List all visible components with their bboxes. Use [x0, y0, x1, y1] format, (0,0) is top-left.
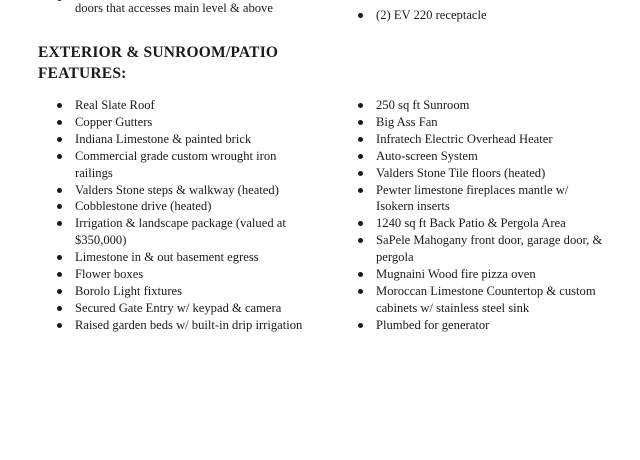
list-item-text: Irrigation & landscape package (valued at $350,000): [75, 216, 286, 248]
bullet-icon: [57, 221, 62, 226]
list-item-text: Valders Stone steps & walkway (heated): [75, 182, 279, 197]
bullet-icon: [358, 238, 363, 243]
list-item-text: Auto-screen System: [376, 148, 478, 163]
clipped-left-text: doors that accesses main level & above: [75, 0, 273, 15]
list-item: [57, 215, 307, 249]
list-item: [57, 317, 307, 334]
bullet-icon: [57, 154, 62, 159]
list-item: [57, 249, 307, 266]
list-item: [57, 283, 307, 300]
list-item-text: Commercial grade custom wrought iron railings: [75, 148, 277, 180]
bullet-icon: [57, 289, 62, 294]
list-item: [358, 215, 608, 232]
bullet-icon: [358, 221, 363, 226]
bullet-icon: [57, 306, 62, 311]
list-item-text: Infratech Electric Overhead Heater: [376, 131, 553, 146]
list-item: [57, 182, 307, 199]
list-item: [358, 131, 608, 148]
bullet-icon: [358, 171, 363, 176]
bullet-icon: [358, 103, 363, 108]
list-item-text: SaPele Mahogany front door, garage door, & pergola: [376, 233, 603, 265]
bullet-icon: [358, 154, 363, 159]
bullet-icon: [358, 137, 363, 142]
list-item: [358, 317, 608, 334]
bullet-icon: [57, 255, 62, 260]
clipped-right-text: (2) EV 220 receptacle: [376, 8, 487, 22]
bullet-icon: [57, 323, 62, 328]
bullet-icon: [57, 0, 62, 1]
list-item: [358, 148, 608, 165]
bullet-icon: [358, 13, 363, 18]
clipped-right-top-text: [376, 0, 450, 1]
list-item: [57, 198, 307, 215]
list-item: [57, 148, 307, 182]
bullet-icon: [358, 289, 363, 294]
list-item: [57, 97, 307, 114]
bullet-icon: [358, 323, 363, 328]
bullet-icon: [57, 137, 62, 142]
list-item-text: 1240 sq ft Back Patio & Pergola Area: [376, 216, 566, 231]
list-item: [57, 266, 307, 283]
list-item-text: Real Slate Roof: [75, 98, 155, 112]
bullet-icon: [358, 120, 363, 125]
bullet-icon: [358, 188, 363, 193]
list-item-text: Plumbed for generator: [376, 317, 490, 332]
bullet-icon: [358, 272, 363, 277]
bullet-icon: [57, 272, 62, 277]
list-item-text: Mugnaini Wood fire pizza oven: [376, 267, 536, 282]
list-item: [57, 131, 307, 148]
list-item-text: Raised garden beds w/ built-in drip irrigation: [75, 317, 303, 332]
list-item-text: Flower boxes: [75, 267, 144, 282]
bullet-icon: [57, 188, 62, 193]
list-item-text: Big Ass Fan: [376, 114, 438, 129]
list-item-text: Indiana Limestone & painted brick: [75, 131, 252, 146]
list-item-text: Moroccan Limestone Countertop & custom cabinets w/ stainless steel sink: [376, 283, 596, 315]
list-item-text: Copper Gutters: [75, 114, 153, 129]
sunroom-patio-features-list: [358, 97, 608, 334]
list-item-text: 250 sq ft Sunroom: [376, 98, 470, 112]
bullet-icon: [57, 103, 62, 108]
section-heading: EXTERIOR & SUNROOM/PATIO FEATURES:: [38, 44, 279, 82]
list-item: [358, 232, 608, 266]
list-item: [358, 114, 608, 131]
list-item: [358, 283, 608, 317]
exterior-features-list: [57, 97, 307, 334]
list-item: [57, 300, 307, 317]
bullet-icon: [57, 120, 62, 125]
list-item: [358, 165, 608, 182]
list-item-text: Borolo Light fixtures: [75, 283, 183, 298]
list-item-text: Cobblestone drive (heated): [75, 199, 212, 214]
list-item-text: Limestone in & out basement egress: [75, 250, 259, 265]
list-item: [358, 97, 608, 114]
clipped-previous-content: [0, 0, 640, 20]
list-item-text: Valders Stone Tile floors (heated): [376, 165, 546, 180]
list-item: [57, 114, 307, 131]
list-item: [358, 182, 608, 216]
list-item: [358, 266, 608, 283]
bullet-icon: [57, 204, 62, 209]
list-item-text: Pewter limestone fireplaces mantle w/ Isokern inserts: [376, 182, 569, 214]
list-item-text: Secured Gate Entry w/ keypad & camera: [75, 300, 282, 315]
